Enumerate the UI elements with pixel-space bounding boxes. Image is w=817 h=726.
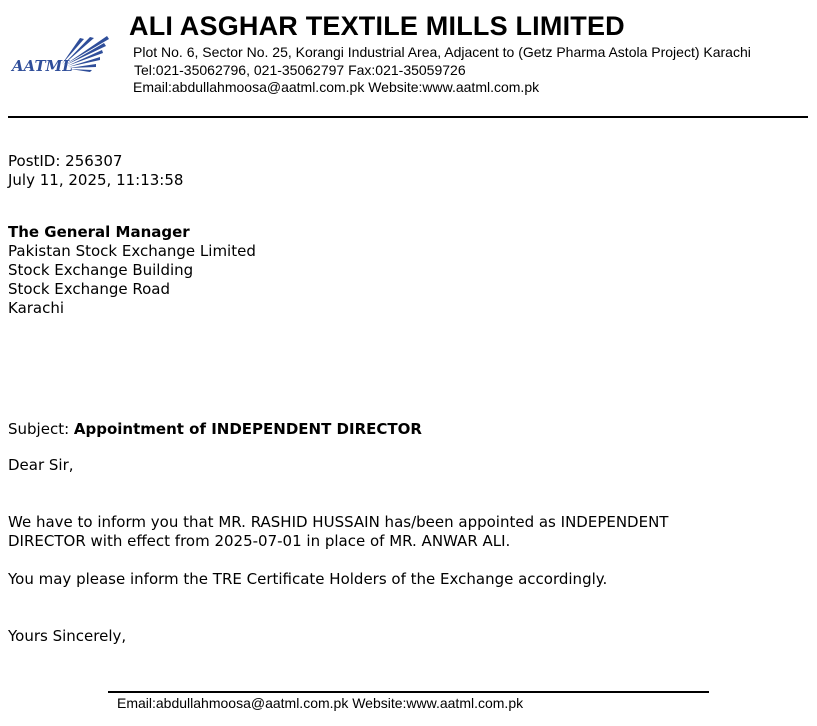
recipient-line-4: Karachi — [8, 299, 65, 317]
company-contact: Email:abdullahmoosa@aatml.com.pk Website:www.aatml.com.pk — [133, 79, 540, 95]
subject-label: Subject: — [8, 420, 74, 438]
recipient-title: The General Manager — [8, 223, 190, 241]
footer-contact: Email:abdullahmoosa@aatml.com.pk Website:www.aatml.com.pk — [117, 695, 524, 711]
company-address: Plot No. 6, Sector No. 25, Korangi Industrial Area, Adjacent to (Getz Pharma Astola Project) Karachi — [133, 44, 751, 60]
company-phone: Tel:021-35062796, 021-35062797 Fax:021-35059726 — [134, 62, 466, 78]
subject-line — [8, 420, 422, 439]
header-divider — [8, 116, 808, 118]
leaf-fan-logo-icon — [10, 34, 114, 78]
footer-divider — [108, 691, 709, 693]
post-id: PostID: 256307 — [8, 152, 123, 170]
closing: Yours Sincerely, — [8, 627, 127, 645]
recipient-line-1: Pakistan Stock Exchange Limited — [8, 242, 256, 260]
svg-text:AATML: AATML — [12, 57, 73, 75]
company-name: ALI ASGHAR TEXTILE MILLS LIMITED — [129, 11, 625, 41]
subject-text: Appointment of INDEPENDENT DIRECTOR — [73, 420, 422, 438]
recipient-line-3: Stock Exchange Road — [8, 280, 170, 298]
body-paragraph-2: You may please inform the TRE Certificate Holders of the Exchange accordingly. — [8, 570, 608, 588]
recipient-line-2: Stock Exchange Building — [8, 261, 194, 279]
company-logo — [10, 34, 114, 78]
body-paragraph-1: We have to inform you that MR. RASHID HUSSAIN has/been appointed as INDEPENDENT DIRECTOR with effect from 2025-07-01 in place of MR. ANWAR ALI. — [8, 513, 669, 550]
letterhead — [0, 0, 817, 120]
salutation: Dear Sir, — [8, 456, 74, 474]
post-datetime: July 11, 2025, 11:13:58 — [8, 171, 184, 189]
